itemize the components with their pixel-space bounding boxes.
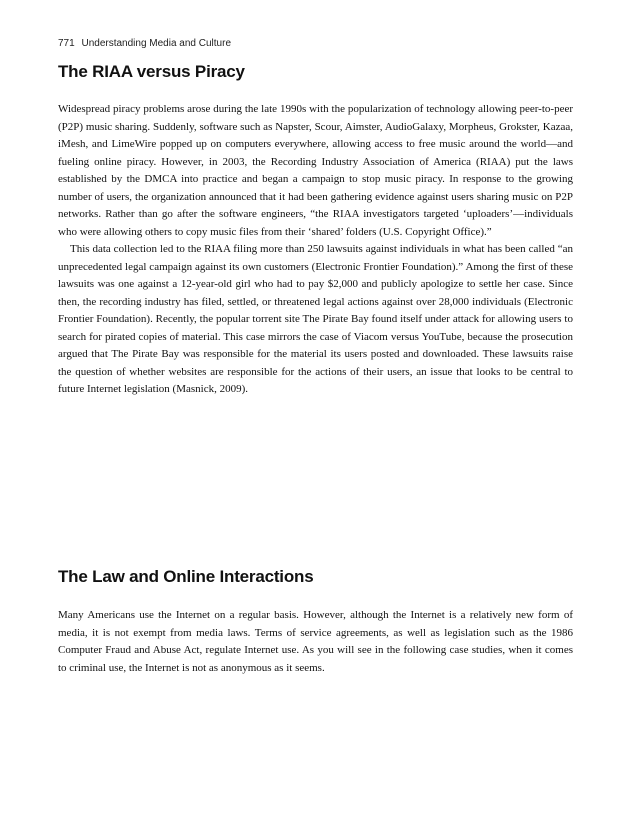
section-body-law-and-online-interactions bbox=[58, 607, 573, 677]
paragraph: Many Americans use the Internet on a regular basis. However, although the Internet is a relatively new form of media, it is not exempt from media laws. Terms of service agreements, as well as legislation such as the 1986 Computer Fraud and Abuse Act, regulate Internet use. As you will see in the following case studies, when it comes to criminal use, the Internet is not as anonymous as it seems. bbox=[58, 609, 573, 674]
book-title: Understanding Media and Culture bbox=[81, 38, 232, 49]
page-number: 771 bbox=[58, 38, 75, 49]
section-title-law-and-online-interactions: The Law and Online Interactions bbox=[58, 567, 314, 586]
section-body-riaa-versus-piracy bbox=[58, 101, 573, 399]
paragraph: This data collection led to the RIAA filing more than 250 lawsuits against individuals in what has been called “an unprecedented legal campaign against its own customers (Electronic Frontier Foundation).” Among the first of these lawsuits was one against a 12-year-old girl who had to pay $2,000 and publicly apologize to settle her case. Since then, the recording industry has filed, settled, or threatened legal actions against over 28,000 individuals (Electronic Frontier Foundation). Recently, the popular torrent site The Pirate Bay found itself under attack for allowing users to search for pirated copies of material. This case mirrors the case of Viacom versus YouTube, because the prosecution argued that The Pirate Bay was responsible for the material its users posted and downloaded. These lawsuits raise the question of whether websites are responsible for the actions of their users, an issue that looks to be central to future Internet legislation (Masnick, 2009). bbox=[58, 243, 573, 395]
section-title-riaa-versus-piracy: The RIAA versus Piracy bbox=[58, 62, 245, 81]
paragraph: Widespread piracy problems arose during the late 1990s with the popularization of technology allowing peer-to-peer (P2P) music sharing. Suddenly, software such as Napster, Scour, Aimster, AudioGalaxy, Morpheus, Grokster, Kazaa, iMesh, and LimeWire popped up on computers everywhere, allowing access to free music around the world—and fueling online piracy. However, in 2003, the Recording Industry Association of America (RIAA) put the laws established by the DMCA into practice and began a campaign to stop music piracy. In response to the growing number of users, the organization announced that it had been gathering evidence against users sharing music on P2P networks. Rather than go after the software engineers, “the RIAA investigators targeted ‘uploaders’—individuals who were allowing others to copy music files from their ‘shared’ folders (U.S. Copyright Office).” bbox=[58, 103, 573, 238]
running-header bbox=[58, 38, 231, 49]
